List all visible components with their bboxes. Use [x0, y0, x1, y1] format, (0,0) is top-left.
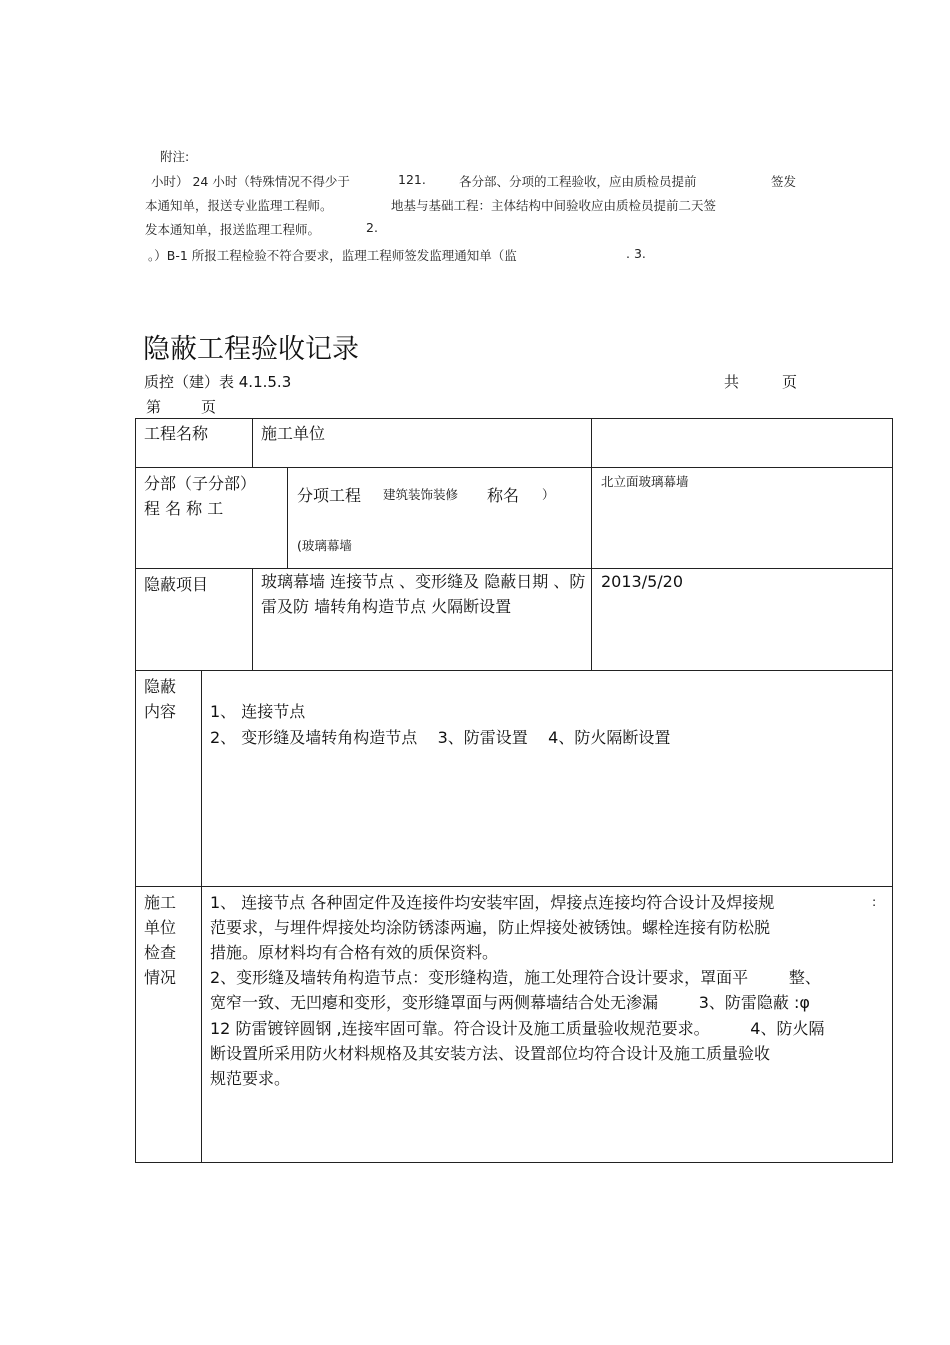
- note-line-1a: 小时） 24 小时（特殊情况不得少于: [151, 174, 350, 189]
- total-pages-label: 共: [724, 373, 740, 391]
- check-label-4: 情况: [144, 968, 177, 987]
- note-line-1c: 各分部、分项的工程验收，应由质检员提前: [459, 174, 697, 189]
- check-line-4: 2、变形缝及墙转角构造节点：变形缝构造，施工处理符合设计要求，罩面平 整、: [210, 968, 821, 987]
- check-label-3: 检查: [144, 943, 177, 962]
- contractor-label: 施工单位: [261, 424, 326, 443]
- document-title: 隐蔽工程验收记录: [143, 334, 359, 365]
- content-label-2: 内容: [144, 702, 177, 721]
- content-label-1: 隐蔽: [144, 677, 177, 696]
- content-line-2: 2、 变形缝及墙转角构造节点 3、防雷设置 4、防火隔断设置: [210, 728, 671, 747]
- note-line-3b: 2.: [366, 220, 378, 235]
- check-line-6: 12 防雷镀锌圆钢 ,连接牢固可靠。符合设计及施工质量验收规范要求。 4、防火隔: [210, 1019, 825, 1038]
- note-line-1d: 签发: [771, 174, 797, 189]
- table-rule: [135, 670, 893, 671]
- table-rule: [591, 418, 592, 670]
- table-rule: [135, 568, 893, 569]
- table-rule: [252, 418, 253, 467]
- page-number-unit: 页: [201, 398, 217, 416]
- check-line-1: 1、 连接节点 各种固定件及连接件均安装牢固，焊接点连接均符合设计及焊接规: [210, 893, 775, 912]
- paren-close: ）: [542, 487, 555, 502]
- check-line-3: 措施。原材料均有合格有效的质保资料。: [210, 943, 499, 962]
- check-line-5: 宽窄一致、无凹瘪和变形，变形缝罩面与两侧幕墙结合处无渗漏 3、防雷隐蔽 :φ: [210, 993, 810, 1012]
- location-value: 北立面玻璃幕墙: [601, 474, 689, 489]
- note-line-4b: . 3.: [626, 246, 646, 261]
- subitem-label: 分项工程: [297, 486, 362, 505]
- total-pages-unit: 页: [782, 373, 798, 391]
- concealed-date: 2013/5/20: [601, 572, 684, 591]
- concealed-item-label: 隐蔽项目: [144, 575, 209, 594]
- division-label-1: 分部（子分部）: [144, 474, 257, 493]
- check-line-2: 范要求，与埋件焊接处均涂防锈漆两遍，防止焊接处被锈蚀。螺栓连接有防松脱: [210, 918, 771, 937]
- name-label: 称名: [487, 486, 520, 505]
- table-rule: [135, 886, 893, 887]
- table-rule: [252, 568, 253, 670]
- check-label-2: 单位: [144, 918, 177, 937]
- form-code: 质控（建）表 4.1.5.3: [144, 373, 292, 391]
- table-rule: [201, 670, 202, 1163]
- subitem-value-2: (玻璃幕墙: [297, 538, 352, 553]
- table-rule: [135, 467, 893, 468]
- note-line-4a: 。）B-1 所报工程检验不符合要求，监理工程师签发监理通知单（监: [148, 248, 517, 263]
- check-colon: :: [872, 894, 877, 909]
- table-rule: [287, 467, 288, 568]
- check-line-7: 断设置所采用防火材料规格及其安装方法、设置部位均符合设计及施工质量验收: [210, 1044, 771, 1063]
- content-line-1: 1、 连接节点: [210, 702, 306, 721]
- project-name-label: 工程名称: [144, 424, 209, 443]
- notes-label: 附注:: [160, 149, 190, 164]
- division-label-2: 程 名 称 工: [144, 499, 224, 518]
- concealed-item-value: 玻璃幕墙 连接节点 、变形缝及 隐蔽日期 、防雷及防 墙转角构造节点 火隔断设置: [261, 572, 586, 616]
- check-label-1: 施工: [144, 893, 177, 912]
- note-line-2b: 地基与基础工程：主体结构中间验收应由质检员提前二天签: [391, 198, 717, 213]
- subitem-value: 建筑装饰装修: [383, 487, 459, 502]
- page-number-label: 第: [146, 398, 162, 416]
- note-line-1b: 121.: [398, 172, 426, 187]
- check-line-8: 规范要求。: [210, 1069, 291, 1088]
- note-line-2a: 本通知单，报送专业监理工程师。: [145, 198, 333, 213]
- note-line-3a: 发本通知单，报送监理工程师。: [145, 222, 321, 237]
